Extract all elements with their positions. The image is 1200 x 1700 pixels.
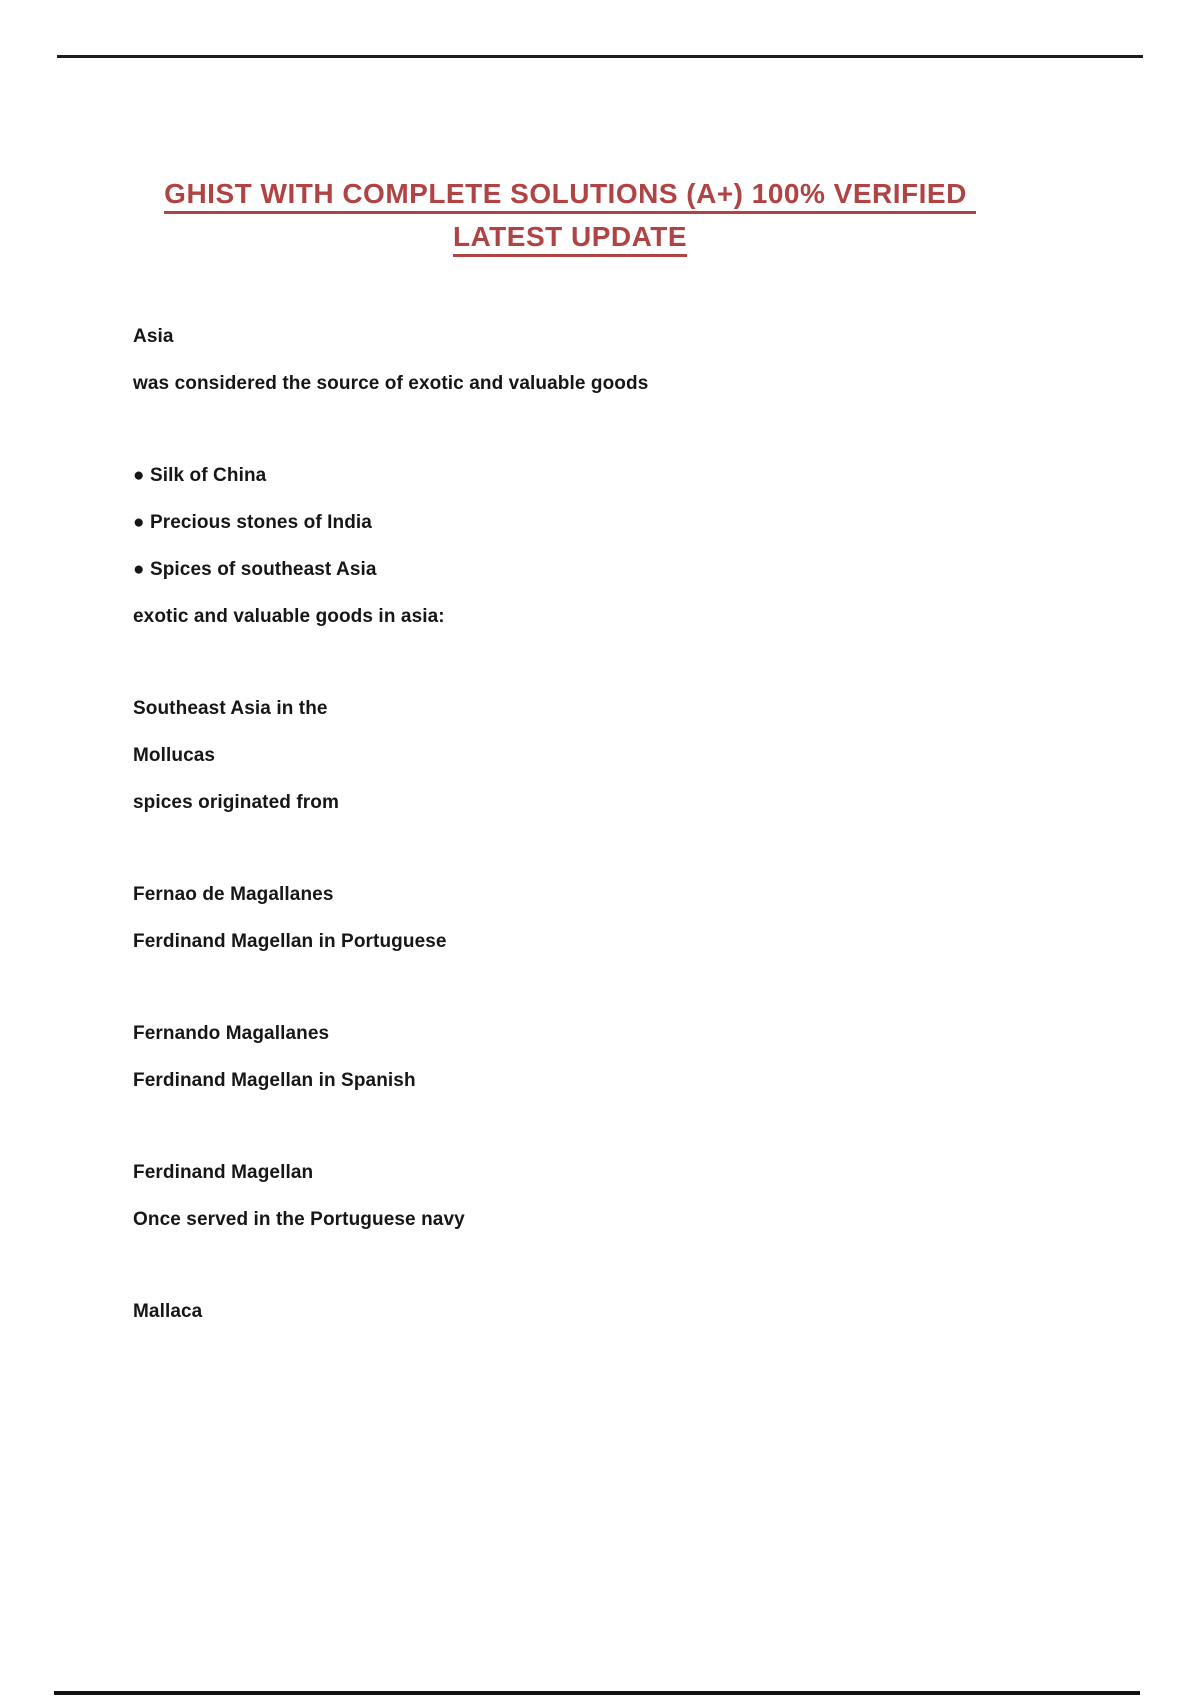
term-line: Fernando Magallanes [133, 1023, 330, 1044]
top-divider [57, 55, 1143, 58]
definition-line: Ferdinand Magellan in Portuguese [133, 931, 447, 952]
title-line-1-text: GHIST WITH COMPLETE SOLUTIONS (A+) 100% VERIFIED [164, 178, 976, 214]
term-line: Mallaca [133, 1301, 203, 1322]
title-line-2 [133, 215, 1007, 258]
bottom-divider [54, 1691, 1140, 1695]
title-line-2-text: LATEST UPDATE [453, 221, 687, 257]
term-line: Mollucas [133, 745, 216, 766]
definition-line: exotic and valuable goods in asia: [133, 606, 445, 627]
term-line: Asia [133, 326, 174, 347]
definition-line: was considered the source of exotic and valuable goods [133, 373, 649, 394]
bullet-line: ● Silk of China [133, 465, 267, 486]
definition-line: spices originated from [133, 792, 339, 813]
definition-line: Ferdinand Magellan in Spanish [133, 1070, 416, 1091]
title-line-1 [133, 172, 1007, 215]
document-title [133, 0, 1007, 258]
bullet-line: ● Precious stones of India [133, 512, 372, 533]
bullet-line: ● Spices of southeast Asia [133, 559, 377, 580]
document-body [133, 258, 1033, 1335]
term-line: Fernao de Magallanes [133, 884, 334, 905]
definition-line: Once served in the Portuguese navy [133, 1209, 465, 1230]
term-line: Ferdinand Magellan [133, 1162, 314, 1183]
term-line: Southeast Asia in the [133, 698, 328, 719]
